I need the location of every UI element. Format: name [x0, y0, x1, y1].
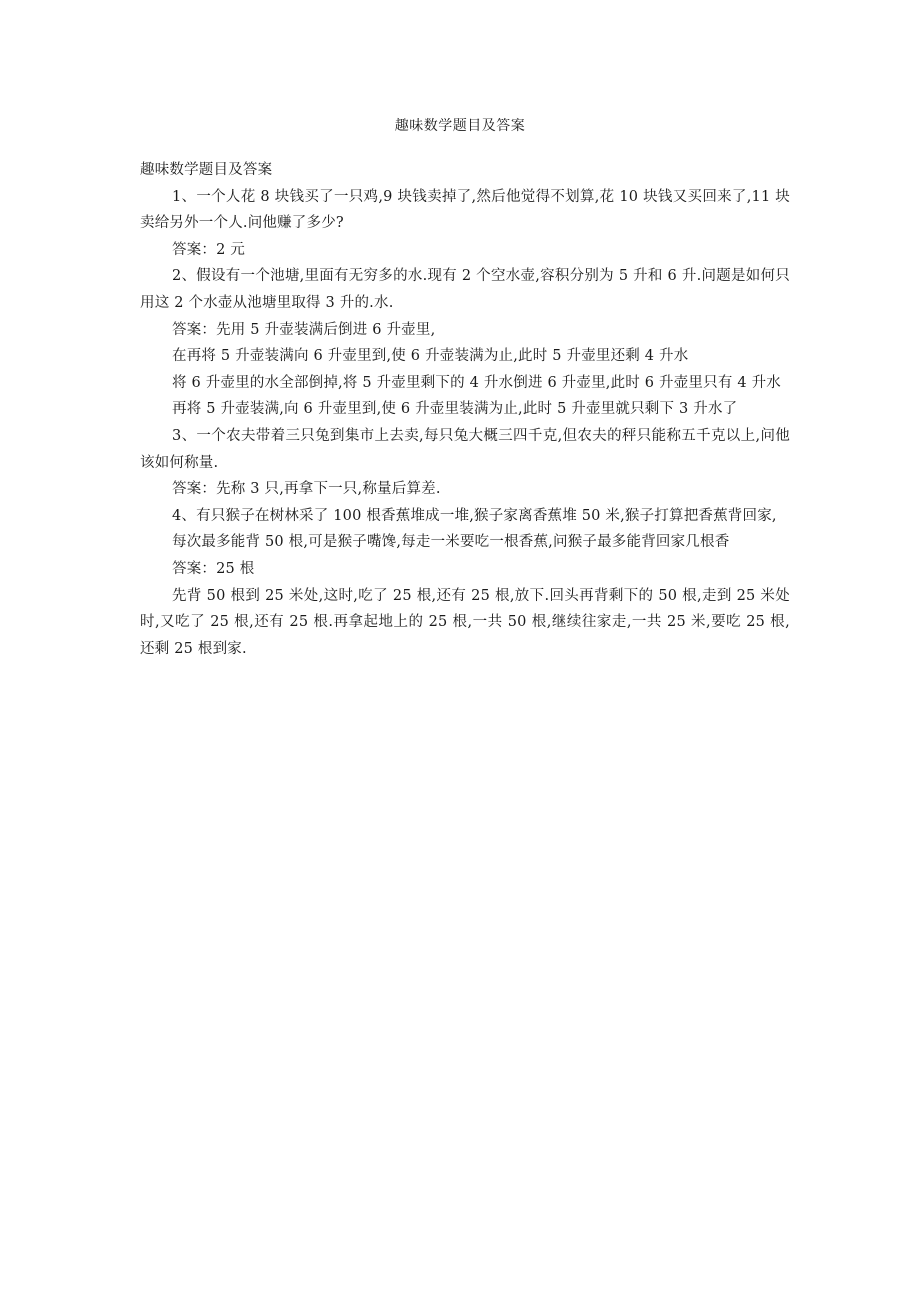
- answer-3: 答案：先称 3 只,再拿下一只,称量后算差.: [172, 481, 441, 498]
- question-1: 1、一个人花 8 块钱买了一只鸡,9 块钱卖掉了,然后他觉得不划算,花 10 块钱又买回来了,11 块卖给另外一个人.问他赚了多少?: [140, 188, 790, 232]
- body-heading: 趣味数学题目及答案: [140, 162, 273, 178]
- question-4: 4、有只猴子在树林采了 100 根香蕉堆成一堆,猴子家离香蕉堆 50 米,猴子打算把香蕉背回家,: [172, 507, 777, 524]
- answer-2-step-4: 再将 5 升壶装满,向 6 升壶里到,使 6 升壶里装满为止,此时 5 升壶里就只剩下 3 升水了: [172, 401, 738, 418]
- answer-4-explanation: 先背 50 根到 25 米处,这时,吃了 25 根,还有 25 根,放下.回头再背剩下的 50 根,走到 25 米处时,又吃了 25 根,还有 25 根.再拿起地上的 25 根,一共 50 根,继续往家走,一共 25 米,要吃 25 根,还剩 25 根到家.: [140, 587, 790, 657]
- document-title: 趣味数学题目及答案: [394, 118, 526, 134]
- answer-2-step-2: 在再将 5 升壶装满向 6 升壶里到,使 6 升壶装满为止,此时 5 升壶里还剩 4 升水: [172, 348, 689, 365]
- answer-4: 答案：25 根: [172, 560, 255, 577]
- document-body: [140, 157, 790, 662]
- question-3: 3、一个农夫带着三只兔到集市上去卖,每只兔大概三四千克,但农夫的秤只能称五千克以上,问他该如何称量.: [140, 427, 790, 471]
- answer-1: 答案：2 元: [172, 241, 246, 258]
- question-4-continued: 每次最多能背 50 根,可是猴子嘴馋,每走一米要吃一根香蕉,问猴子最多能背回家几根香: [172, 534, 730, 551]
- question-2: 2、假设有一个池塘,里面有无穷多的水.现有 2 个空水壶,容积分别为 5 升和 6 升.问题是如何只用这 2 个水壶从池塘里取得 3 升的.水.: [140, 268, 790, 311]
- answer-2-step-3: 将 6 升壶里的水全部倒掉,将 5 升壶里剩下的 4 升水倒进 6 升壶里,此时 6 升壶里只有 4 升水: [172, 374, 781, 391]
- answer-2-step-1: 答案：先用 5 升壶装满后倒进 6 升壶里,: [172, 321, 436, 338]
